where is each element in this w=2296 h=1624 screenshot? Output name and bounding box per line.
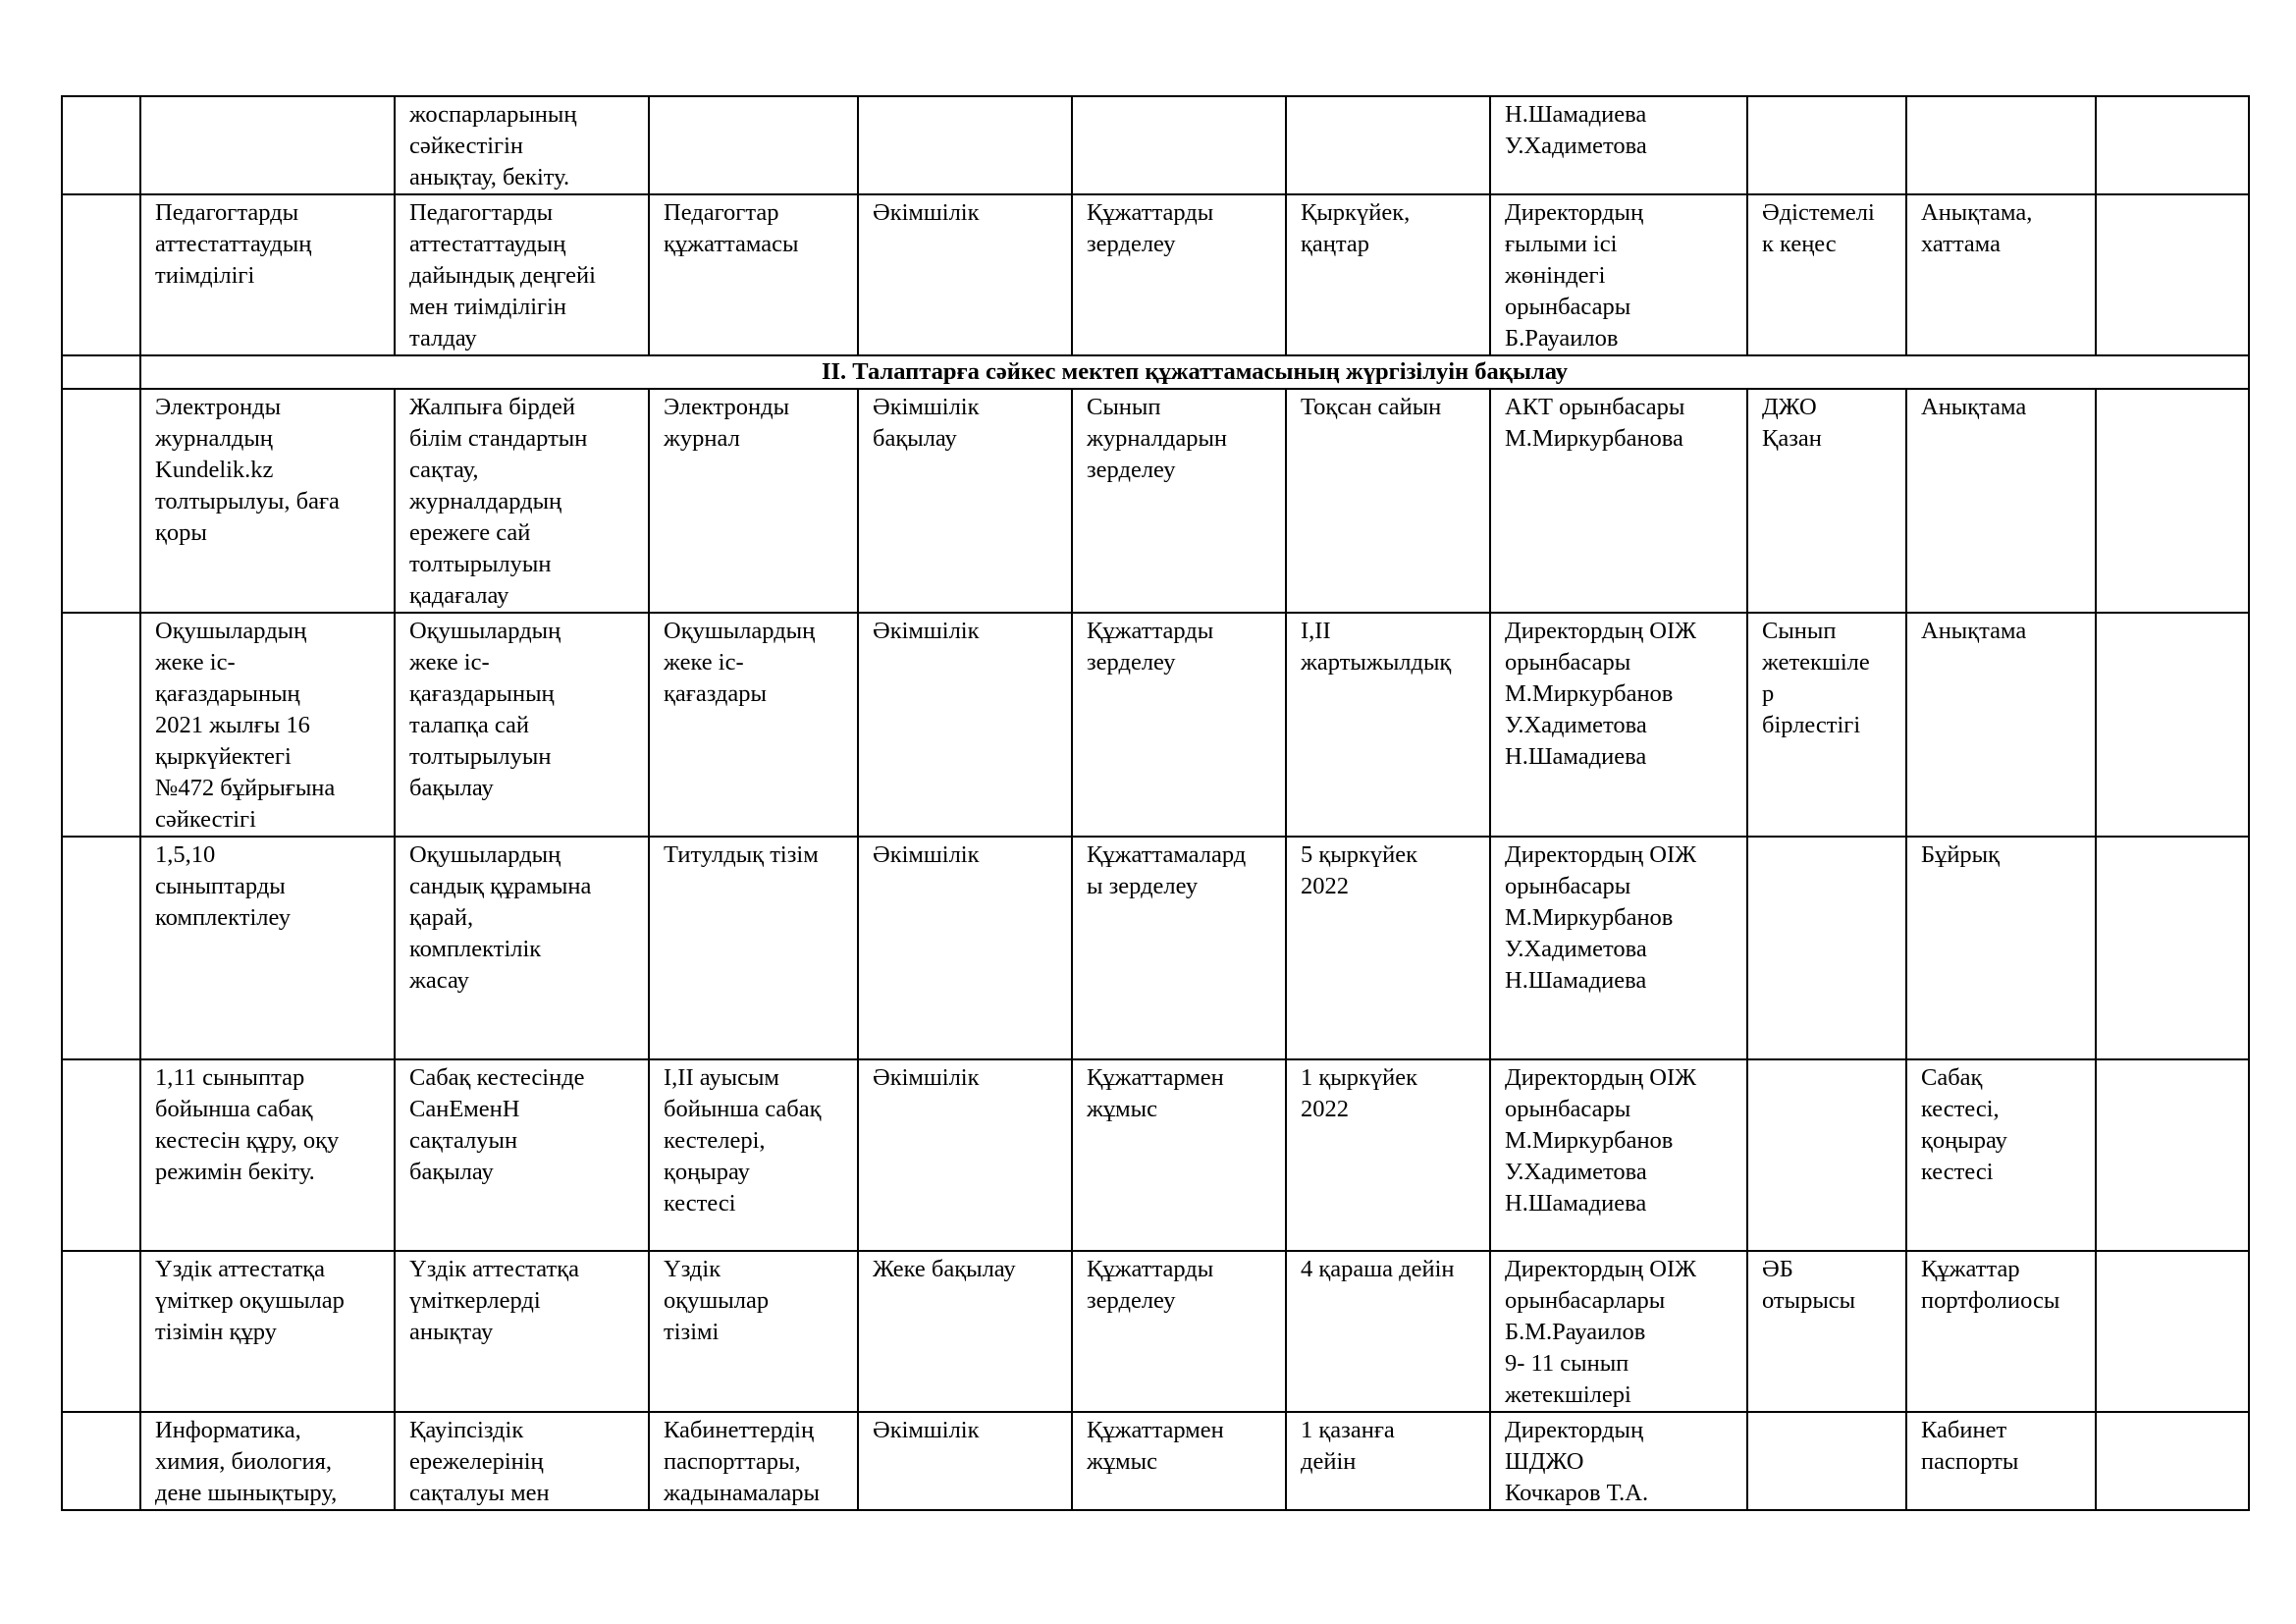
cell-text-line: үміткерлерді [409,1287,541,1314]
cell-text-line: химия, биология, [155,1448,333,1475]
table-cell [858,1251,1072,1412]
cell-text-line: М.Миркурбанов [1505,1127,1674,1154]
cell-text-line: қыркүйектегі [155,743,292,770]
cell-text-line: зерделеу [1087,231,1176,257]
cell-text-line: Сынып [1762,618,1837,644]
table-cell [2096,613,2249,837]
cell-text-line: 2022 [1301,873,1349,899]
cell-text-line: Қыркүйек, [1301,199,1411,226]
cell-text-line: Н.Шамадиева [1505,743,1647,770]
table-cell [858,613,1072,837]
cell-text-line: зерделеу [1087,1287,1176,1314]
cell-text-line: 2021 жылғы 16 [155,712,310,738]
table-cell [62,355,140,389]
table-cell [1286,1059,1490,1251]
section-row [62,355,2249,389]
table-cell [2096,389,2249,613]
section-title: II. Талаптарға сәйкес мектеп құжаттамасының жүргізілуін бақылау [140,355,2249,389]
table-cell [1072,613,1286,837]
table-cell [858,837,1072,1059]
cell-text-line: Үздік [664,1256,721,1282]
cell-text-line: М.Миркурбанов [1505,904,1674,931]
cell-text-line: 1,5,10 [155,841,216,868]
cell-text-line: Kundelik.kz [155,457,274,483]
cell-text-line: отырысы [1762,1287,1856,1314]
cell-text-line: жеке іс- [664,649,744,676]
table-cell [395,96,649,194]
cell-text-line: қағаздарының [155,680,300,707]
cell-text-line: талдау [409,325,477,352]
cell-text-line: анықтау, бекіту. [409,164,570,190]
table-cell [140,389,395,613]
cell-text-line: жұмыс [1087,1096,1158,1122]
table-cell [1747,1251,1906,1412]
cell-text-line: 9- 11 сынып [1505,1350,1629,1377]
cell-text-line: Құжаттамалард [1087,841,1247,868]
cell-text-line: ережеге сай [409,519,531,546]
cell-text-line: жөніндегі [1505,262,1606,289]
table-cell [1747,613,1906,837]
cell-text-line: Әкімшілік [873,394,980,420]
cell-text-line: Анықтама, [1921,199,2033,226]
cell-text-line: Педагогтарды [155,199,299,226]
cell-text-line: толтырылуын [409,551,552,577]
table-cell [1072,1059,1286,1251]
table-cell [858,194,1072,355]
table-cell [1747,1412,1906,1510]
cell-text-line: Құжаттар [1921,1256,2020,1282]
cell-text-line: орынбасары [1505,873,1631,899]
cell-text-line: Әдістемелі [1762,199,1875,226]
cell-text-line: анықтау [409,1319,494,1345]
cell-text-line: Оқушылардың [155,618,307,644]
cell-text-line: кестесі [664,1190,736,1217]
cell-text-line: Тоқсан сайын [1301,394,1442,420]
cell-text-line: бірлестігі [1762,712,1861,738]
cell-text-line: ӘБ [1762,1256,1793,1282]
cell-text-line: І,ІІ [1301,618,1331,644]
cell-text-line: бойынша сабақ [664,1096,822,1122]
cell-text-line: У.Хадиметова [1505,133,1647,159]
cell-text-line: Н.Шамадиева [1505,1190,1647,1217]
cell-text-line: Директордың [1505,199,1644,226]
table-cell [1747,389,1906,613]
cell-text-line: Оқушылардың [409,841,561,868]
table-cell [649,613,858,837]
cell-text-line: Құжаттармен [1087,1417,1224,1443]
cell-text-line: кестесін құру, оқу [155,1127,340,1154]
table-cell [1490,1412,1747,1510]
table-cell [1490,96,1747,194]
cell-text-line: Директордың [1505,1417,1644,1443]
cell-text-line: Титулдық тізім [664,841,819,868]
table-cell [1906,1251,2096,1412]
table-cell [1747,1059,1906,1251]
cell-text-line: Б.Рауаилов [1505,325,1619,352]
table-cell [1906,96,2096,194]
table-cell [1906,389,2096,613]
cell-text-line: комплектілеу [155,904,291,931]
table-cell [858,1059,1072,1251]
cell-text-line: қадағалау [409,582,509,609]
cell-text-line: мен тиімділігін [409,294,567,320]
cell-text-line: бақылау [873,425,957,452]
table-cell [1906,1059,2096,1251]
table-cell [140,613,395,837]
cell-text-line: Директордың ОІЖ [1505,1064,1697,1091]
cell-text-line: М.Миркурбанов [1505,680,1674,707]
cell-text-line: Әкімшілік [873,1064,980,1091]
cell-text-line: жоспарларының [409,101,577,128]
cell-text-line: Сабақ кестесінде [409,1064,585,1091]
cell-text-line: ДЖО [1762,394,1817,420]
cell-text-line: Директордың ОІЖ [1505,841,1697,868]
table-cell [62,389,140,613]
cell-text-line: журналдың [155,425,273,452]
cell-text-line: 2022 [1301,1096,1349,1122]
table-cell [649,96,858,194]
table-cell [1906,613,2096,837]
table-row [62,613,2249,837]
cell-text-line: білім стандартын [409,425,588,452]
table-body-top [62,96,2249,355]
cell-text-line: жетекшіле [1762,649,1870,676]
cell-text-line: Н.Шамадиева [1505,967,1647,994]
table-cell [1286,389,1490,613]
table-cell [1072,96,1286,194]
cell-text-line: режимін бекіту. [155,1159,315,1185]
table-cell [1286,1251,1490,1412]
cell-text-line: жеке іс- [409,649,490,676]
cell-text-line: Директордың ОІЖ [1505,618,1697,644]
control-plan-table [61,95,2250,1511]
cell-text-line: сәйкестігін [409,133,523,159]
cell-text-line: толтырылуын [409,743,552,770]
table-cell [1490,613,1747,837]
table-cell [1490,1059,1747,1251]
cell-text-line: комплектілік [409,936,542,962]
cell-text-line: Үздік аттестатқа [409,1256,579,1282]
cell-text-line: зерделеу [1087,457,1176,483]
cell-text-line: дейін [1301,1448,1357,1475]
cell-text-line: У.Хадиметова [1505,712,1647,738]
cell-text-line: Анықтама [1921,394,2027,420]
table-cell [395,837,649,1059]
cell-text-line: Қауіпсіздік [409,1417,524,1443]
table-cell [395,194,649,355]
table-body-bottom [62,389,2249,1510]
document-page [61,95,2250,1511]
cell-text-line: журналдарын [1087,425,1228,452]
cell-text-line: Н.Шамадиева [1505,101,1647,128]
cell-text-line: толтырылуы, баға [155,488,340,514]
cell-text-line: Оқушылардың [664,618,816,644]
table-cell [62,1059,140,1251]
table-cell [858,1412,1072,1510]
table-cell [1286,613,1490,837]
cell-text-line: М.Миркурбанова [1505,425,1683,452]
table-cell [1490,1251,1747,1412]
table-cell [1490,194,1747,355]
cell-text-line: Құжаттарды [1087,618,1214,644]
cell-text-line: Құжаттарды [1087,1256,1214,1282]
table-cell [649,837,858,1059]
cell-text-line: І,ІІ ауысым [664,1064,779,1091]
cell-text-line: сыныптарды [155,873,286,899]
section-header [62,355,2249,389]
cell-text-line: Электронды [664,394,790,420]
table-cell [140,96,395,194]
cell-text-line: паспорты [1921,1448,2019,1475]
table-cell [395,1251,649,1412]
table-cell [140,837,395,1059]
cell-text-line: сақталуы мен [409,1480,550,1506]
cell-text-line: портфолиосы [1921,1287,2060,1314]
cell-text-line: Электронды [155,394,282,420]
cell-text-line: талапқа сай [409,712,530,738]
cell-text-line: Үздік аттестатқа [155,1256,325,1282]
table-cell [395,613,649,837]
table-cell [2096,96,2249,194]
cell-text-line: У.Хадиметова [1505,1159,1647,1185]
cell-text-line: орынбасары [1505,1096,1631,1122]
cell-text-line: 5 қыркүйек [1301,841,1418,868]
table-cell [1747,96,1906,194]
cell-text-line: қоңырау [1921,1127,2007,1154]
table-cell [62,837,140,1059]
table-cell [1906,194,2096,355]
cell-text-line: ғылыми ісі [1505,231,1618,257]
cell-text-line: қоңырау [664,1159,750,1185]
cell-text-line: Педагогтар [664,199,779,226]
table-cell [1286,96,1490,194]
table-cell [1906,837,2096,1059]
table-cell [140,1059,395,1251]
cell-text-line: Анықтама [1921,618,2027,644]
cell-text-line: орынбасары [1505,649,1631,676]
cell-text-line: 1 қыркүйек [1301,1064,1418,1091]
cell-text-line: ШДЖО [1505,1448,1584,1475]
table-cell [1072,389,1286,613]
table-cell [2096,837,2249,1059]
cell-text-line: кестесі [1921,1159,1994,1185]
table-cell [62,96,140,194]
cell-text-line: тізімі [664,1319,720,1345]
table-cell [649,1251,858,1412]
table-row [62,1251,2249,1412]
cell-text-line: жартыжылдық [1301,649,1452,676]
cell-text-line: құжаттамасы [664,231,799,257]
cell-text-line: аттестаттаудың [409,231,566,257]
cell-text-line: к кеңес [1762,231,1837,257]
cell-text-line: зерделеу [1087,649,1176,676]
cell-text-line: орынбасарлары [1505,1287,1666,1314]
table-cell [2096,1412,2249,1510]
cell-text-line: Сабақ [1921,1064,1983,1091]
cell-text-line: қаңтар [1301,231,1370,257]
cell-text-line: Әкімшілік [873,199,980,226]
cell-text-line: №472 бұйрығына [155,775,336,801]
cell-text-line: Педагогтарды [409,199,554,226]
cell-text-line: Құжаттарды [1087,199,1214,226]
cell-text-line: Бұйрық [1921,841,2001,868]
cell-text-line: 1 қазанға [1301,1417,1395,1443]
table-cell [140,194,395,355]
cell-text-line: хаттама [1921,231,2001,257]
cell-text-line: Әкімшілік [873,841,980,868]
table-cell [395,1059,649,1251]
table-cell [1490,389,1747,613]
cell-text-line: Информатика, [155,1417,301,1443]
cell-text-line: сақтау, [409,457,479,483]
cell-text-line: кестелері, [664,1127,766,1154]
table-cell [1072,837,1286,1059]
cell-text-line: үміткер оқушылар [155,1287,345,1314]
table-cell [2096,194,2249,355]
cell-text-line: оқушылар [664,1287,770,1314]
table-row [62,837,2249,1059]
table-cell [62,1251,140,1412]
table-cell [2096,1251,2249,1412]
cell-text-line: р [1762,680,1775,707]
table-cell [649,389,858,613]
table-cell [1286,194,1490,355]
cell-text-line: 1,11 сыныптар [155,1064,305,1091]
cell-text-line: жасау [409,967,469,994]
cell-text-line: қағаздарының [409,680,555,707]
cell-text-line: Кочкаров Т.А. [1505,1480,1649,1506]
cell-text-line: бойынша сабақ [155,1096,313,1122]
cell-text-line: бақылау [409,1159,494,1185]
table-cell [140,1251,395,1412]
cell-text-line: Жалпыға бірдей [409,394,575,420]
table-row [62,96,2249,194]
table-cell [1490,837,1747,1059]
table-row [62,389,2249,613]
cell-text-line: жетекшілері [1505,1381,1631,1408]
cell-text-line: Жеке бақылау [873,1256,1016,1282]
cell-text-line: жеке іс- [155,649,236,676]
table-cell [140,1412,395,1510]
cell-text-line: кестесі, [1921,1096,2000,1122]
cell-text-line: қарай, [409,904,474,931]
table-cell [1072,1251,1286,1412]
table-cell [858,96,1072,194]
cell-text-line: тиімділігі [155,262,255,289]
table-cell [1072,1412,1286,1510]
cell-text-line: сәйкестігі [155,806,256,833]
cell-text-line: Құжаттармен [1087,1064,1224,1091]
table-row [62,194,2249,355]
cell-text-line: ережелерінің [409,1448,544,1475]
table-cell [1747,837,1906,1059]
table-cell [62,194,140,355]
cell-text-line: паспорттары, [664,1448,801,1475]
table-cell [2096,1059,2249,1251]
cell-text-line: аттестаттаудың [155,231,312,257]
table-cell [395,389,649,613]
cell-text-line: жадынамалары [664,1480,820,1506]
cell-text-line: бақылау [409,775,494,801]
cell-text-line: журнал [664,425,740,452]
cell-text-line: қоры [155,519,207,546]
table-cell [858,389,1072,613]
table-cell [62,1412,140,1510]
cell-text-line: дене шынықтыру, [155,1480,338,1506]
cell-text-line: жұмыс [1087,1448,1158,1475]
table-cell [649,1059,858,1251]
cell-text-line: СанЕменН [409,1096,520,1122]
cell-text-line: Б.М.Рауаилов [1505,1319,1646,1345]
table-cell [649,194,858,355]
table-cell [62,613,140,837]
cell-text-line: Директордың ОІЖ [1505,1256,1697,1282]
cell-text-line: Әкімшілік [873,618,980,644]
table-cell [1072,194,1286,355]
cell-text-line: Сынып [1087,394,1161,420]
table-cell [1286,837,1490,1059]
table-cell [1747,194,1906,355]
cell-text-line: У.Хадиметова [1505,936,1647,962]
cell-text-line: сандық құрамына [409,873,592,899]
cell-text-line: дайындық деңгейі [409,262,596,289]
cell-text-line: Оқушылардың [409,618,561,644]
cell-text-line: қағаздары [664,680,767,707]
cell-text-line: АКТ орынбасары [1505,394,1685,420]
cell-text-line: Кабинет [1921,1417,2007,1443]
cell-text-line: Әкімшілік [873,1417,980,1443]
table-cell [1906,1412,2096,1510]
cell-text-line: сақталуын [409,1127,518,1154]
cell-text-line: журналдардың [409,488,562,514]
cell-text-line: ы зерделеу [1087,873,1199,899]
cell-text-line: Кабинеттердің [664,1417,815,1443]
cell-text-line: орынбасары [1505,294,1631,320]
cell-text-line: Қазан [1762,425,1822,452]
table-cell [395,1412,649,1510]
cell-text-line: тізімін құру [155,1319,277,1345]
table-cell [1286,1412,1490,1510]
cell-text-line: 4 қараша дейін [1301,1256,1455,1282]
table-cell [649,1412,858,1510]
table-row [62,1412,2249,1510]
table-row [62,1059,2249,1251]
